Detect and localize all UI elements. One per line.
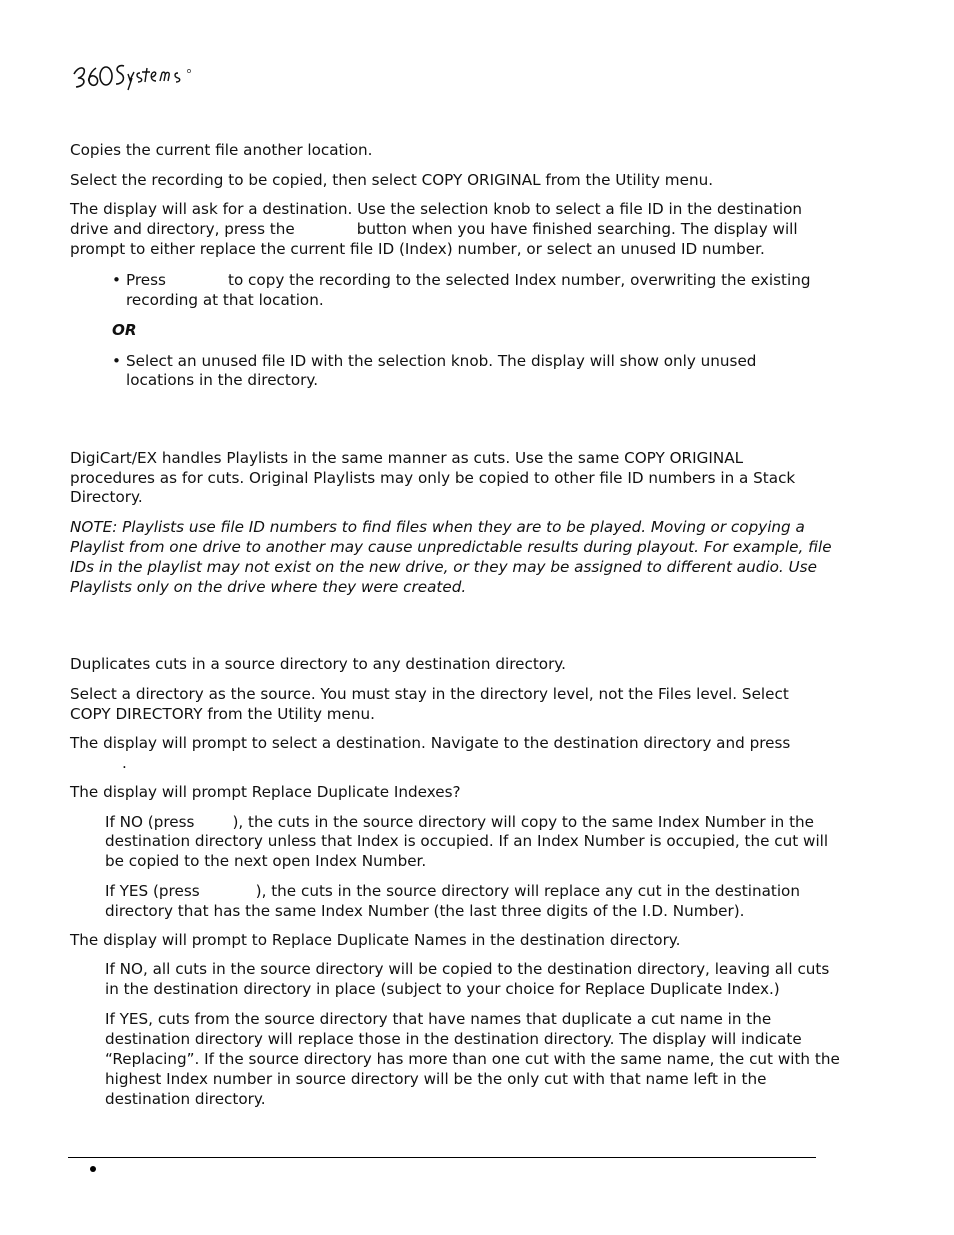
note-line: IDs in the playlist may not exist on the new drive, or they may be assigned to different audio. Use	[70, 558, 817, 576]
paragraph: Duplicates cuts in a source directory to any destination directory.	[70, 655, 566, 673]
note-line: NOTE: Playlists use file ID numbers to find files when they are to be played. Moving or copying a	[70, 518, 805, 536]
paragraph-line: Select a directory as the source. You must stay in the directory level, not the Files level. Select	[70, 685, 789, 703]
bullet-text	[126, 271, 810, 291]
bullet-marker: •	[112, 271, 121, 289]
paragraph-line: Directory.	[70, 488, 143, 506]
bullet-text: Select an unused file ID with the selection knob. The display will show only unused	[126, 352, 757, 370]
text-fragment: If NO (press	[105, 813, 195, 831]
indented-line: highest Index number in source directory will be the only cut with that name left in the	[105, 1070, 767, 1088]
bullet-marker: •	[112, 352, 121, 370]
indented-line: be copied to the next open Index Number.	[105, 852, 427, 870]
paragraph: Copies the current file another location.	[70, 141, 373, 159]
paragraph-line: The display will ask for a destination. Use the selection knob to select a file ID in the destination	[70, 200, 803, 218]
bullet-text: locations in the directory.	[126, 371, 319, 389]
indented-line	[105, 882, 800, 902]
paragraph-line: prompt to either replace the current file ID (Index) number, or select an unused ID number.	[70, 240, 765, 258]
footer-rule	[68, 1157, 816, 1158]
paragraph: The display will prompt Replace Duplicate Indexes?	[70, 783, 461, 801]
indented-line: directory that has the same Index Number (the last three digits of the I.D. Number).	[105, 902, 745, 920]
indented-line: destination directory will replace those in the destination directory. The display will indicate	[105, 1030, 802, 1048]
indented-line: “Replacing”. If the source directory has more than one cut with the same name, the cut with the	[105, 1050, 840, 1068]
bullet-text: recording at that location.	[126, 291, 324, 309]
paragraph: Select the recording to be copied, then select COPY ORIGINAL from the Utility menu.	[70, 171, 714, 189]
paragraph: The display will prompt to Replace Duplicate Names in the destination directory.	[70, 931, 681, 949]
company-logo	[68, 54, 198, 94]
indented-line: If YES, cuts from the source directory that have names that duplicate a cut name in the	[105, 1010, 772, 1028]
text-fragment: If YES (press	[105, 882, 200, 900]
text-fragment: ), the cuts in the source directory will replace any cut in the destination	[255, 882, 800, 900]
note-line: Playlists only on the drive where they were created.	[70, 578, 467, 596]
indented-line: destination directory unless that Index is occupied. If an Index Number is occupied, the cut will	[105, 832, 829, 850]
paragraph-line: COPY DIRECTORY from the Utility menu.	[70, 705, 375, 723]
indented-line: destination directory.	[105, 1090, 266, 1108]
paragraph-line	[70, 220, 798, 240]
paragraph-line: The display will prompt to select a destination. Navigate to the destination directory and press	[70, 734, 791, 752]
text-fragment: Press	[126, 271, 166, 289]
text-fragment: ), the cuts in the source directory will copy to the same Index Number in the	[232, 813, 815, 831]
paragraph-line: DigiCart/EX handles Playlists in the same manner as cuts. Use the same COPY ORIGINAL	[70, 449, 744, 467]
paragraph-line: .	[122, 754, 127, 772]
or-label: OR	[112, 321, 137, 339]
note-line: Playlist from one drive to another may cause unpredictable results during playout. For example, file	[70, 538, 832, 556]
paragraph-line: procedures as for cuts. Original Playlists may only be copied to other file ID numbers in a Stack	[70, 469, 796, 487]
indented-line: If NO, all cuts in the source directory will be copied to the destination directory, leaving all cuts	[105, 960, 830, 978]
footer-bullet	[90, 1166, 96, 1172]
indented-line: in the destination directory in place (subject to your choice for Replace Duplicate Index.)	[105, 980, 780, 998]
text-fragment: to copy the recording to the selected Index number, overwriting the existing	[227, 271, 811, 289]
text-fragment: button when you have finished searching. The display will	[356, 220, 798, 238]
indented-line	[105, 813, 814, 833]
text-fragment: drive and directory, press the	[70, 220, 295, 238]
